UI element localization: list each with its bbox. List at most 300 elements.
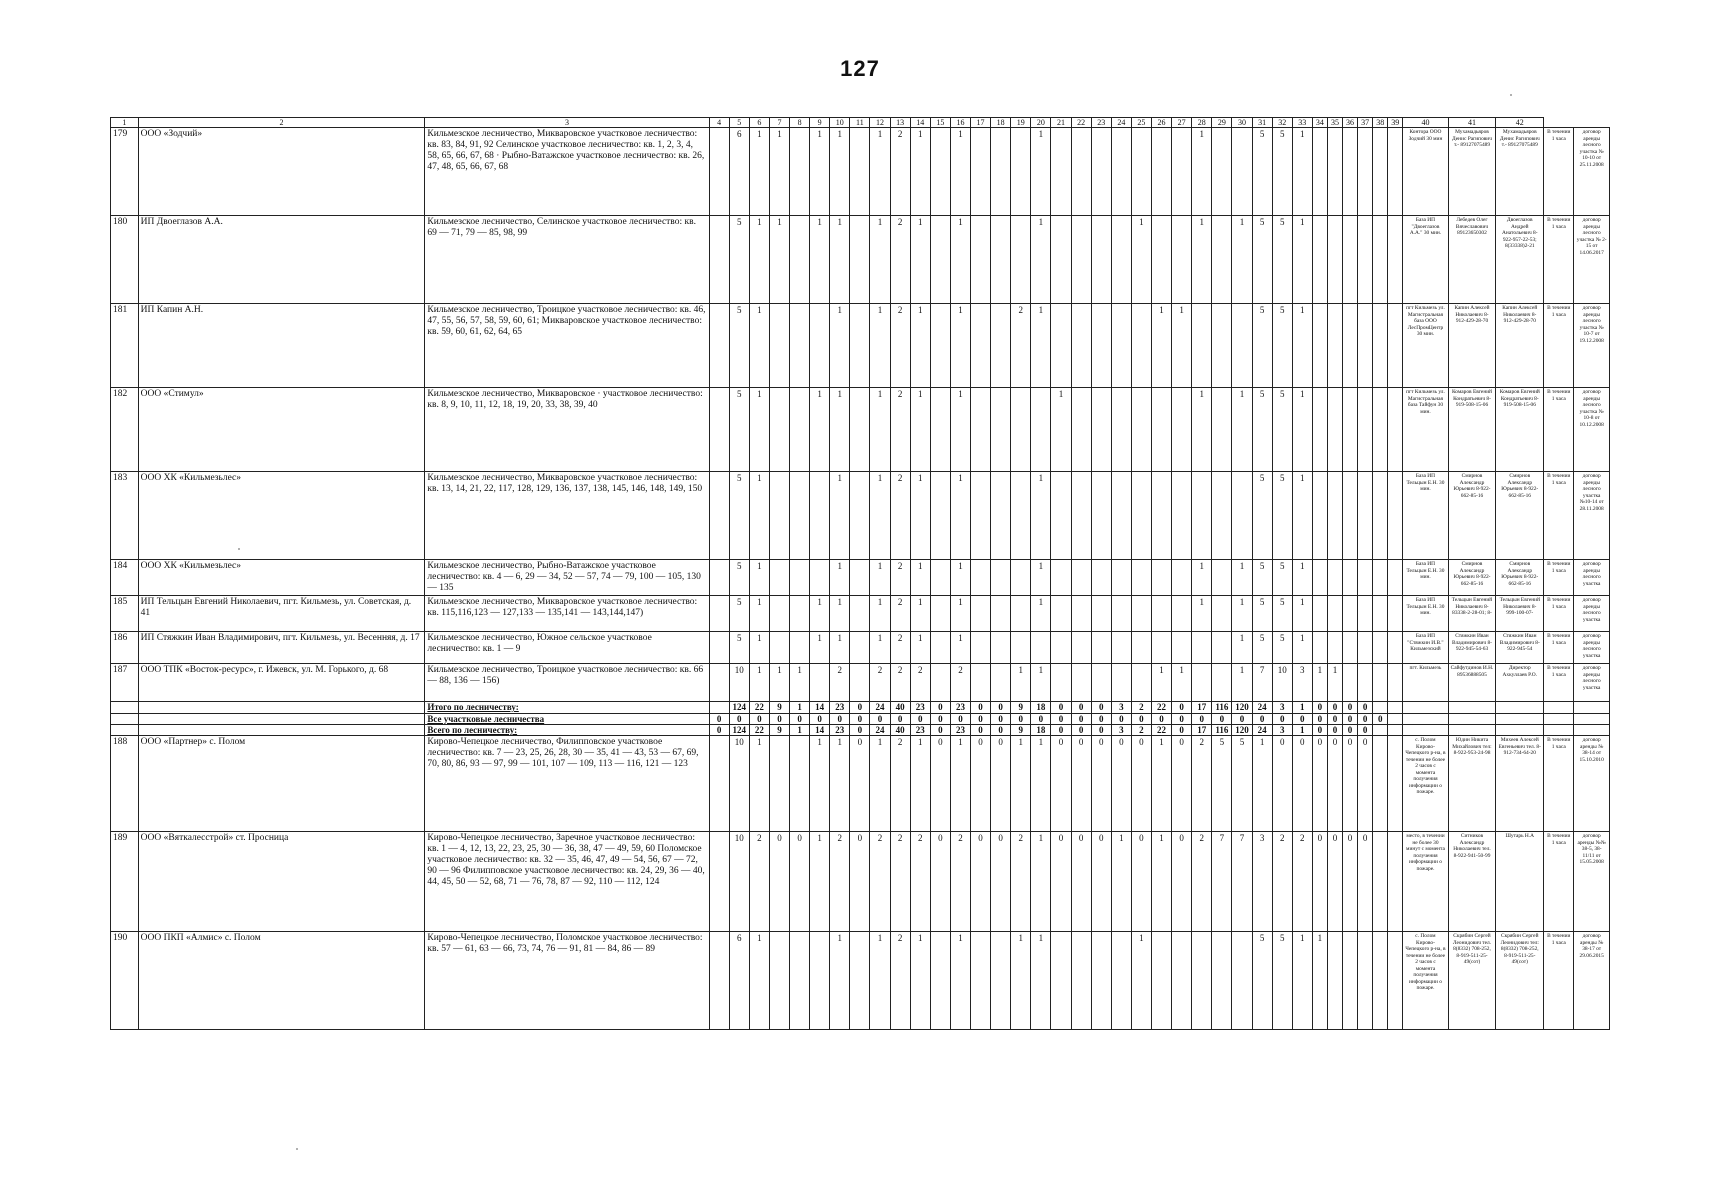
totals-value: 0 bbox=[850, 724, 870, 735]
resource-count-cell: 0 bbox=[1343, 736, 1358, 832]
resource-count-cell bbox=[850, 632, 870, 664]
resource-count-cell bbox=[1071, 932, 1091, 1030]
table-row bbox=[111, 216, 1610, 304]
resource-count-cell bbox=[930, 560, 950, 596]
resource-count-cell bbox=[810, 932, 830, 1030]
column-number-14: 14 bbox=[910, 118, 930, 128]
resource-count-cell: 1 bbox=[830, 216, 850, 304]
resource-count-cell: 2 bbox=[870, 832, 890, 932]
resource-count-cell: 1 bbox=[1292, 304, 1312, 388]
response-time-cell: В течении 1 часа bbox=[1544, 388, 1574, 472]
resource-count-cell: 1 bbox=[830, 560, 850, 596]
totals-value: 0 bbox=[1358, 713, 1373, 724]
column-number-13: 13 bbox=[890, 118, 910, 128]
totals-value: 0 bbox=[1358, 724, 1373, 735]
totals-value: 0 bbox=[870, 713, 890, 724]
resource-count-cell bbox=[1343, 472, 1358, 560]
column-number-6: 6 bbox=[749, 118, 769, 128]
resource-count-cell bbox=[1212, 216, 1232, 304]
resource-count-cell bbox=[850, 304, 870, 388]
resource-count-cell bbox=[1051, 932, 1071, 1030]
totals-value: 24 bbox=[1252, 702, 1272, 713]
row-number: 179 bbox=[111, 128, 139, 216]
resource-count-cell bbox=[1373, 560, 1388, 596]
column-number-26: 26 bbox=[1151, 118, 1171, 128]
resource-count-cell: 0 bbox=[991, 832, 1011, 932]
column-number-36: 36 bbox=[1343, 118, 1358, 128]
resource-count-cell bbox=[790, 472, 810, 560]
resource-count-cell: 3 bbox=[1292, 664, 1312, 702]
totals-value: 0 bbox=[950, 713, 970, 724]
resource-count-cell bbox=[991, 664, 1011, 702]
resource-count-cell bbox=[1388, 832, 1403, 932]
totals-row bbox=[111, 724, 1610, 735]
resource-count-cell: 1 bbox=[1031, 596, 1051, 632]
resource-count-cell bbox=[1151, 632, 1171, 664]
resource-count-cell bbox=[1312, 216, 1327, 304]
resource-count-cell bbox=[1131, 304, 1151, 388]
resource-count-cell bbox=[971, 932, 991, 1030]
totals-value: 24 bbox=[870, 702, 890, 713]
resource-count-cell bbox=[1111, 560, 1131, 596]
resource-count-cell bbox=[1358, 216, 1373, 304]
totals-value: 0 bbox=[1051, 702, 1071, 713]
totals-value bbox=[1388, 724, 1403, 735]
forestry-quarters: Кильмезское лесничество, Микваровское участковое лесничество: кв. 13, 14, 21, 22, 117, 128, 129, 136, 137, 138, 145, 146, 148, 149, 150 bbox=[425, 472, 709, 560]
resource-count-cell bbox=[1358, 304, 1373, 388]
resource-count-cell: 5 bbox=[1272, 932, 1292, 1030]
resource-count-cell bbox=[1373, 304, 1388, 388]
resource-count-cell bbox=[1071, 664, 1091, 702]
response-time-cell: В течении 1 часа bbox=[1544, 216, 1574, 304]
resource-count-cell: 5 bbox=[729, 596, 749, 632]
resource-count-cell: 1 bbox=[749, 560, 769, 596]
resource-count-cell bbox=[810, 560, 830, 596]
resource-count-cell: 5 bbox=[1252, 932, 1272, 1030]
resource-count-cell: 1 bbox=[810, 388, 830, 472]
contact-person-cell: Мухамадьяров Денис Рагипович т.- 89127075489 bbox=[1496, 128, 1544, 216]
resource-count-cell: 2 bbox=[890, 832, 910, 932]
resource-count-cell: 1 bbox=[1292, 472, 1312, 560]
resource-count-cell: 1 bbox=[1031, 664, 1051, 702]
resource-count-cell bbox=[850, 596, 870, 632]
resource-count-cell bbox=[1343, 128, 1358, 216]
totals-value: 0 bbox=[1343, 724, 1358, 735]
resource-count-cell bbox=[1358, 472, 1373, 560]
totals-value: 3 bbox=[1272, 724, 1292, 735]
totals-value: 0 bbox=[1343, 702, 1358, 713]
column-number-4: 4 bbox=[709, 118, 729, 128]
resource-count-cell bbox=[1071, 472, 1091, 560]
totals-value: 0 bbox=[810, 713, 830, 724]
totals-value: 9 bbox=[769, 702, 789, 713]
forest-fire-register-table bbox=[110, 117, 1610, 1030]
resource-count-cell: 1 bbox=[810, 632, 830, 664]
column-number-24: 24 bbox=[1111, 118, 1131, 128]
resource-count-cell: 7 bbox=[1252, 664, 1272, 702]
totals-value: 0 bbox=[1031, 713, 1051, 724]
resource-count-cell bbox=[991, 560, 1011, 596]
resource-count-cell bbox=[1232, 932, 1252, 1030]
resource-count-cell: 1 bbox=[870, 472, 890, 560]
resource-count-cell: 1 bbox=[870, 736, 890, 832]
totals-value: 22 bbox=[1151, 724, 1171, 735]
organization-name: ООО ХК «Кильмезьлес» bbox=[138, 560, 425, 596]
resource-count-cell: 1 bbox=[769, 664, 789, 702]
resource-count-cell: 2 bbox=[1292, 832, 1312, 932]
resource-count-cell bbox=[1091, 596, 1111, 632]
resource-count-cell: 1 bbox=[950, 736, 970, 832]
resource-count-cell bbox=[769, 304, 789, 388]
resource-count-cell bbox=[709, 388, 729, 472]
contact-person-cell: Шутарь Н.А bbox=[1496, 832, 1544, 932]
totals-blank bbox=[1544, 724, 1574, 735]
resource-count-cell bbox=[1091, 128, 1111, 216]
totals-value: 0 bbox=[1327, 724, 1342, 735]
totals-value bbox=[709, 702, 729, 713]
row-number: 187 bbox=[111, 664, 139, 702]
resource-count-cell: 6 bbox=[729, 932, 749, 1030]
resource-count-cell: 1 bbox=[1192, 216, 1212, 304]
forestry-quarters: Кильмезское лесничество, Южное сельское участковое лесничество: кв. 1 — 9 bbox=[425, 632, 709, 664]
forestry-quarters: Кирово-Чепецкое лесничество, Филипповское участковое лесничество: кв. 7 — 23, 25, 26, 28, 30 — 35, 41 — 43, 53 — 67, 69, 70, 80, 86, 93 — 97, 99 — 101, 107 — 109, 113 — 116, 121 — 123 bbox=[425, 736, 709, 832]
resource-count-cell bbox=[1358, 128, 1373, 216]
resource-count-cell: 1 bbox=[870, 560, 890, 596]
resource-count-cell: 1 bbox=[1031, 128, 1051, 216]
lease-agreement-cell: договор аренды лесного участка bbox=[1574, 632, 1610, 664]
resource-count-cell: 1 bbox=[950, 632, 970, 664]
resource-count-cell bbox=[1091, 560, 1111, 596]
totals-value: 24 bbox=[870, 724, 890, 735]
resource-count-cell bbox=[1373, 932, 1388, 1030]
resource-count-cell bbox=[1312, 304, 1327, 388]
resource-count-cell bbox=[930, 632, 950, 664]
resource-count-cell: 1 bbox=[870, 216, 890, 304]
resource-count-cell bbox=[971, 472, 991, 560]
resource-count-cell: 2 bbox=[1011, 304, 1031, 388]
column-number-18: 18 bbox=[991, 118, 1011, 128]
resource-count-cell: 1 bbox=[1292, 128, 1312, 216]
resource-count-cell: 2 bbox=[890, 216, 910, 304]
resource-count-cell bbox=[971, 304, 991, 388]
organization-name: ООО ПКП «Алмис» с. Полом bbox=[138, 932, 425, 1030]
row-number: 183 bbox=[111, 472, 139, 560]
totals-value: 0 bbox=[1373, 713, 1388, 724]
lease-agreement-cell: договор аренды № 38-17 от 29.06.2015 bbox=[1574, 932, 1610, 1030]
resource-count-cell bbox=[1111, 596, 1131, 632]
totals-value: 0 bbox=[1212, 713, 1232, 724]
totals-value: 0 bbox=[1172, 702, 1192, 713]
resource-count-cell: 1 bbox=[810, 736, 830, 832]
resource-count-cell bbox=[1131, 472, 1151, 560]
lease-agreement-cell: договор аренды №№ 38-5, 38-11/11 от 15.05.2008 bbox=[1574, 832, 1610, 932]
resource-count-cell bbox=[709, 128, 729, 216]
organization-name: ООО ТПК «Восток-ресурс», г. Ижевск, ул. М. Горького, д. 68 bbox=[138, 664, 425, 702]
totals-value: 0 bbox=[1312, 724, 1327, 735]
resource-count-cell bbox=[1388, 632, 1403, 664]
resource-count-cell: 2 bbox=[890, 596, 910, 632]
column-number-9: 9 bbox=[810, 118, 830, 128]
totals-value: 0 bbox=[1358, 702, 1373, 713]
resource-count-cell: 0 bbox=[991, 736, 1011, 832]
resource-count-cell: 1 bbox=[830, 472, 850, 560]
resource-count-cell bbox=[1172, 216, 1192, 304]
responsible-person-cell: Ситников Александр Николаевич тел. 8-922-941-50-99 bbox=[1448, 832, 1496, 932]
resource-count-cell bbox=[1091, 932, 1111, 1030]
contact-person-cell: Капин Алексей Николаевич 8-912-429-28-70 bbox=[1496, 304, 1544, 388]
response-time-cell: В течении 1 часа bbox=[1544, 664, 1574, 702]
resource-count-cell bbox=[1327, 304, 1342, 388]
resource-count-cell: 5 bbox=[1232, 736, 1252, 832]
contact-person-cell: Тельцын Евгений Николаевич 8-999-100-07- bbox=[1496, 596, 1544, 632]
resource-count-cell bbox=[1071, 388, 1091, 472]
resource-count-cell: 1 bbox=[1031, 560, 1051, 596]
resource-count-cell: 5 bbox=[729, 560, 749, 596]
resource-count-cell bbox=[1131, 664, 1151, 702]
table-row bbox=[111, 128, 1610, 216]
totals-value: 18 bbox=[1031, 702, 1051, 713]
resource-count-cell bbox=[1172, 632, 1192, 664]
resource-count-cell: 0 bbox=[790, 832, 810, 932]
lease-agreement-cell: договор аренды лесного участка bbox=[1574, 596, 1610, 632]
resource-count-cell bbox=[1131, 560, 1151, 596]
resource-count-cell: 5 bbox=[1272, 560, 1292, 596]
totals-value bbox=[1373, 702, 1388, 713]
totals-value: 0 bbox=[991, 724, 1011, 735]
resource-count-cell: 1 bbox=[910, 304, 930, 388]
column-number-20: 20 bbox=[1031, 118, 1051, 128]
totals-value: 0 bbox=[769, 713, 789, 724]
resource-count-cell bbox=[1172, 596, 1192, 632]
resource-count-cell: 1 bbox=[910, 632, 930, 664]
lease-agreement-cell: договор аренды лесного участка № 2-15 от 14.06.2017 bbox=[1574, 216, 1610, 304]
totals-value: 22 bbox=[749, 724, 769, 735]
resource-count-cell bbox=[1388, 736, 1403, 832]
resource-count-cell bbox=[1388, 596, 1403, 632]
resource-count-cell: 0 bbox=[1327, 736, 1342, 832]
column-number-25: 25 bbox=[1131, 118, 1151, 128]
resource-count-cell bbox=[1212, 472, 1232, 560]
totals-value: 9 bbox=[1011, 724, 1031, 735]
organization-name: ООО «Зодчий» bbox=[138, 128, 425, 216]
resource-count-cell bbox=[1011, 216, 1031, 304]
resource-count-cell: 1 bbox=[950, 932, 970, 1030]
base-location-cell: База ИП "Двоеглазов А.А." 30 мин. bbox=[1403, 216, 1448, 304]
response-time-cell: В течении 1 часа bbox=[1544, 304, 1574, 388]
totals-blank bbox=[1544, 702, 1574, 713]
resource-count-cell bbox=[1051, 472, 1071, 560]
contact-person-cell: Двоеглазов Андрей Анатольевич 8-922-957-22-53; 8(33338)2-21 bbox=[1496, 216, 1544, 304]
resource-count-cell: 1 bbox=[1232, 560, 1252, 596]
resource-count-cell bbox=[1232, 472, 1252, 560]
column-number-34: 34 bbox=[1312, 118, 1327, 128]
resource-count-cell bbox=[991, 304, 1011, 388]
resource-count-cell: 1 bbox=[910, 560, 930, 596]
resource-count-cell bbox=[991, 472, 1011, 560]
resource-count-cell bbox=[1212, 596, 1232, 632]
resource-count-cell: 0 bbox=[850, 832, 870, 932]
totals-value: 0 bbox=[1131, 713, 1151, 724]
resource-count-cell bbox=[1172, 932, 1192, 1030]
resource-count-cell bbox=[1327, 596, 1342, 632]
resource-count-cell: 0 bbox=[1292, 736, 1312, 832]
resource-count-cell bbox=[790, 596, 810, 632]
resource-count-cell: 1 bbox=[950, 304, 970, 388]
resource-count-cell: 1 bbox=[1111, 832, 1131, 932]
column-number-15: 15 bbox=[930, 118, 950, 128]
resource-count-cell: 5 bbox=[1252, 388, 1272, 472]
resource-count-cell bbox=[1388, 664, 1403, 702]
totals-value: 124 bbox=[729, 702, 749, 713]
totals-value: 0 bbox=[1312, 713, 1327, 724]
totals-blank bbox=[111, 702, 139, 713]
column-number-41: 41 bbox=[1448, 118, 1496, 128]
resource-count-cell: 1 bbox=[830, 736, 850, 832]
resource-count-cell bbox=[790, 736, 810, 832]
resource-count-cell: 2 bbox=[910, 832, 930, 932]
responsible-person-cell: Юдин Никита Михайлович тел: 8-922-953-24-98 bbox=[1448, 736, 1496, 832]
resource-count-cell bbox=[1192, 932, 1212, 1030]
base-location-cell: пгт Кильмезь ул. Магистральная база ООО ЛесПромЦентр 30 мин. bbox=[1403, 304, 1448, 388]
resource-count-cell: 0 bbox=[1091, 736, 1111, 832]
resource-count-cell: 0 bbox=[1131, 736, 1151, 832]
totals-value: 17 bbox=[1192, 724, 1212, 735]
responsible-person-cell: Сайфутдинов И.Н. 89536888505 bbox=[1448, 664, 1496, 702]
base-location-cell: Контора ООО Зодчий 30 мин bbox=[1403, 128, 1448, 216]
resource-count-cell: 2 bbox=[890, 932, 910, 1030]
totals-value: 24 bbox=[1252, 724, 1272, 735]
totals-blank bbox=[1574, 713, 1610, 724]
resource-count-cell bbox=[1212, 632, 1232, 664]
resource-count-cell bbox=[930, 596, 950, 632]
resource-count-cell bbox=[790, 388, 810, 472]
row-number: 190 bbox=[111, 932, 139, 1030]
resource-count-cell: 1 bbox=[1192, 560, 1212, 596]
totals-value: 23 bbox=[950, 702, 970, 713]
resource-count-cell bbox=[1091, 664, 1111, 702]
resource-count-cell bbox=[1011, 596, 1031, 632]
resource-count-cell bbox=[709, 664, 729, 702]
column-number-35: 35 bbox=[1327, 118, 1342, 128]
resource-count-cell bbox=[769, 472, 789, 560]
resource-count-cell: 1 bbox=[830, 632, 850, 664]
resource-count-cell: 2 bbox=[890, 736, 910, 832]
column-number-2: 2 bbox=[138, 118, 425, 128]
resource-count-cell bbox=[769, 932, 789, 1030]
totals-value: 0 bbox=[971, 713, 991, 724]
resource-count-cell bbox=[1373, 128, 1388, 216]
column-number-16: 16 bbox=[950, 118, 970, 128]
resource-count-cell: 5 bbox=[1252, 304, 1272, 388]
resource-count-cell: 1 bbox=[769, 216, 789, 304]
column-number-7: 7 bbox=[769, 118, 789, 128]
totals-value: 0 bbox=[1252, 713, 1272, 724]
resource-count-cell: 1 bbox=[1031, 304, 1051, 388]
resource-count-cell: 10 bbox=[729, 664, 749, 702]
resource-count-cell: 0 bbox=[769, 832, 789, 932]
resource-count-cell bbox=[991, 632, 1011, 664]
base-location-cell: База ИП Тельцын Е.Н. 30 мин. bbox=[1403, 472, 1448, 560]
resource-count-cell bbox=[1388, 216, 1403, 304]
resource-count-cell bbox=[1388, 304, 1403, 388]
resource-count-cell: 2 bbox=[890, 472, 910, 560]
resource-count-cell: 1 bbox=[749, 128, 769, 216]
resource-count-cell bbox=[1388, 388, 1403, 472]
resource-count-cell: 1 bbox=[910, 388, 930, 472]
resource-count-cell bbox=[790, 216, 810, 304]
totals-value: 23 bbox=[830, 724, 850, 735]
resource-count-cell: 1 bbox=[749, 736, 769, 832]
resource-count-cell bbox=[1071, 304, 1091, 388]
totals-value: 23 bbox=[910, 724, 930, 735]
resource-count-cell bbox=[1111, 128, 1131, 216]
resource-count-cell: 1 bbox=[1232, 632, 1252, 664]
resource-count-cell bbox=[971, 388, 991, 472]
resource-count-cell: 5 bbox=[1252, 216, 1272, 304]
organization-name: ИП Двоеглазов А.А. bbox=[138, 216, 425, 304]
resource-count-cell: 1 bbox=[1172, 304, 1192, 388]
resource-count-cell bbox=[1071, 596, 1091, 632]
contact-person-cell: Скрябин Сергей Леонидович тел: 8(8332) 708-252, 8-919-511-25-49(сот) bbox=[1496, 932, 1544, 1030]
resource-count-cell: 0 bbox=[1327, 832, 1342, 932]
resource-count-cell: 1 bbox=[910, 736, 930, 832]
totals-value: 0 bbox=[749, 713, 769, 724]
responsible-person-cell: Смирнов Александр Юрьевич 8-922-662-85-16 bbox=[1448, 560, 1496, 596]
response-time-cell: В течении 1 часа bbox=[1544, 472, 1574, 560]
totals-value: 0 bbox=[1011, 713, 1031, 724]
totals-value: 2 bbox=[1131, 702, 1151, 713]
organization-name: ООО «Партнер» с. Полом bbox=[138, 736, 425, 832]
resource-count-cell: 0 bbox=[1071, 832, 1091, 932]
resource-count-cell: 2 bbox=[950, 664, 970, 702]
forestry-quarters: Кильмезское лесничество, Микваровское участковое лесничество: кв. 115,116,123 — 127,133 — 135,141 — 143,144,147) bbox=[425, 596, 709, 632]
resource-count-cell: 1 bbox=[1031, 932, 1051, 1030]
contact-person-cell: Михеев Алексей Евгеньевич тел. 8-912-734-64-20 bbox=[1496, 736, 1544, 832]
resource-count-cell bbox=[1358, 632, 1373, 664]
totals-value: 1 bbox=[1292, 702, 1312, 713]
resource-count-cell bbox=[810, 664, 830, 702]
resource-count-cell bbox=[1343, 216, 1358, 304]
resource-count-cell bbox=[1131, 596, 1151, 632]
resource-count-cell bbox=[1172, 128, 1192, 216]
row-number: 182 bbox=[111, 388, 139, 472]
resource-count-cell bbox=[1151, 128, 1171, 216]
column-number-header-row bbox=[111, 118, 1610, 128]
totals-label: Всего по лесничеству: bbox=[425, 724, 709, 735]
resource-count-cell bbox=[1051, 560, 1071, 596]
forestry-quarters: Кильмезское лесничество, Микваровское · участковое лесничество: кв. 8, 9, 10, 11, 12, 18, 19, 20, 33, 38, 39, 40 bbox=[425, 388, 709, 472]
resource-count-cell: 1 bbox=[870, 632, 890, 664]
totals-value: 120 bbox=[1232, 702, 1252, 713]
resource-count-cell bbox=[1151, 596, 1171, 632]
column-number-32: 32 bbox=[1272, 118, 1292, 128]
resource-count-cell: 1 bbox=[1011, 736, 1031, 832]
totals-value: 1 bbox=[1292, 724, 1312, 735]
resource-count-cell bbox=[1327, 216, 1342, 304]
resource-count-cell: 1 bbox=[1151, 664, 1171, 702]
resource-count-cell bbox=[1343, 664, 1358, 702]
resource-count-cell: 0 bbox=[1091, 832, 1111, 932]
totals-value: 0 bbox=[910, 713, 930, 724]
resource-count-cell: 5 bbox=[729, 216, 749, 304]
resource-count-cell bbox=[971, 216, 991, 304]
resource-count-cell bbox=[1327, 472, 1342, 560]
totals-value: 0 bbox=[930, 702, 950, 713]
resource-count-cell bbox=[991, 388, 1011, 472]
resource-count-cell: 1 bbox=[950, 472, 970, 560]
resource-count-cell: 2 bbox=[890, 632, 910, 664]
resource-count-cell bbox=[1388, 128, 1403, 216]
